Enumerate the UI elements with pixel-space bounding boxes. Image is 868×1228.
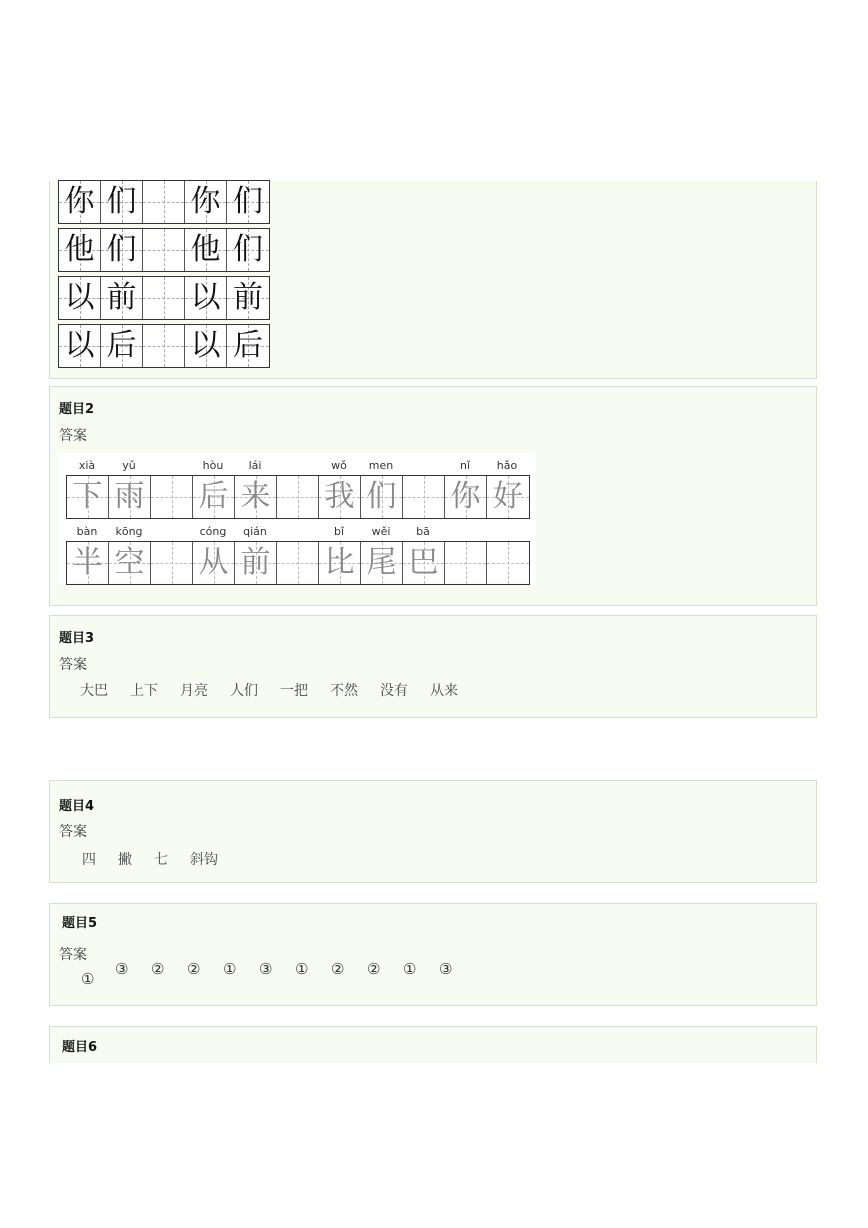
question-1-panel (49, 181, 817, 379)
grid-character: 后 (233, 328, 263, 363)
grid-character: 尾 (366, 545, 397, 580)
writing-grid-row (58, 180, 270, 224)
pinyin-label: lái (248, 459, 262, 472)
grid-cell (185, 325, 227, 367)
grid-character: 后 (106, 328, 137, 363)
question-4-title: 题目4 (59, 799, 95, 814)
pinyin-label: qián (243, 525, 267, 538)
question-6-panel (49, 1026, 817, 1063)
answer-word: 大巴 (80, 683, 108, 699)
grid-character: 我 (324, 479, 355, 514)
grid-character: 们 (366, 479, 397, 514)
answer-word: 月亮 (180, 683, 208, 699)
grid-cell (143, 181, 185, 223)
answer-word: 斜钩 (190, 852, 218, 868)
grid-cell (185, 181, 227, 223)
grid-character: 以 (64, 280, 95, 315)
grid-cell (319, 476, 361, 518)
answer-label: 答案 (59, 824, 87, 840)
pinyin-label: yǔ (122, 459, 136, 472)
grid-character: 他 (64, 232, 95, 267)
pinyin-label: bàn (76, 525, 98, 538)
pinyin-label: bā (416, 525, 430, 538)
circled-mark: ③ (259, 960, 273, 978)
question-2-panel (49, 386, 817, 606)
question-5-panel (49, 903, 817, 1006)
grid-character: 巴 (408, 545, 439, 580)
grid-character: 从 (198, 545, 229, 580)
grid-character: 们 (106, 232, 137, 267)
answer-word: 一把 (280, 683, 308, 699)
question-5-title: 题目5 (62, 916, 98, 931)
grid-cell (151, 542, 193, 584)
grid-cell (67, 542, 109, 584)
pinyin-label: nǐ (459, 459, 471, 472)
grid-character: 你 (64, 184, 95, 219)
answer-word: 上下 (130, 683, 158, 699)
grid-cell (185, 277, 227, 319)
pinyin-label: bǐ (333, 525, 345, 538)
grid-cell (319, 542, 361, 584)
pinyin-label: kōng (115, 525, 143, 538)
grid-cell (487, 476, 529, 518)
grid-cell (445, 542, 487, 584)
pinyin-label: cóng (199, 525, 227, 538)
grid-cell (143, 325, 185, 367)
grid-cell (59, 325, 101, 367)
grid-cell (193, 476, 235, 518)
grid-cell (143, 277, 185, 319)
grid-cell (109, 476, 151, 518)
answer-word: 没有 (380, 683, 408, 699)
grid-cell (235, 476, 277, 518)
grid-cell (227, 325, 269, 367)
circled-mark: ① (223, 960, 237, 978)
grid-cell (101, 181, 143, 223)
pinyin-label: xià (78, 459, 96, 472)
answer-word: 七 (154, 852, 168, 868)
answer-words (82, 849, 240, 869)
answer-label: 答案 (59, 947, 87, 963)
circled-mark: ③ (115, 960, 129, 978)
grid-cell (101, 229, 143, 271)
writing-grid-row (58, 324, 270, 368)
grid-cell (227, 229, 269, 271)
grid-character: 前 (240, 545, 271, 580)
question-3-title: 题目3 (59, 631, 95, 646)
question-3-panel (49, 615, 817, 718)
question-4-panel (49, 780, 817, 883)
grid-character: 前 (233, 280, 263, 315)
grid-character: 以 (190, 280, 221, 315)
pinyin-label: hǎo (496, 459, 518, 472)
grid-cell (361, 476, 403, 518)
circled-mark: ② (151, 960, 165, 978)
pinyin-grid-row-1 (66, 475, 530, 519)
circled-mark: ② (367, 960, 381, 978)
grid-cell (227, 181, 269, 223)
grid-character: 以 (190, 328, 221, 363)
circled-mark: ① (403, 960, 417, 978)
grid-character: 好 (493, 479, 523, 514)
answer-word: 从来 (430, 683, 458, 699)
grid-cell (101, 325, 143, 367)
pinyin-label: hòu (202, 459, 224, 472)
pinyin-label: wěi (371, 525, 391, 538)
writing-grid-row (58, 228, 270, 272)
grid-character: 们 (233, 232, 263, 267)
grid-cell (227, 277, 269, 319)
grid-character: 下 (72, 479, 103, 514)
answer-word: 不然 (330, 683, 358, 699)
grid-cell (109, 542, 151, 584)
grid-cell (277, 542, 319, 584)
grid-character: 后 (198, 479, 229, 514)
grid-cell (59, 277, 101, 319)
grid-character: 们 (233, 184, 263, 219)
grid-character: 们 (106, 184, 137, 219)
grid-cell (59, 229, 101, 271)
grid-cell (151, 476, 193, 518)
grid-cell (235, 542, 277, 584)
answer-word: 撇 (118, 852, 132, 868)
grid-cell (403, 542, 445, 584)
answer-word: 人们 (230, 683, 258, 699)
circled-mark: ③ (439, 960, 453, 978)
grid-cell (403, 476, 445, 518)
answer-words (80, 680, 480, 700)
grid-character: 他 (190, 232, 221, 267)
pinyin-grid (58, 453, 536, 583)
grid-character: 以 (64, 328, 95, 363)
grid-cell (185, 229, 227, 271)
grid-character: 半 (72, 545, 103, 580)
grid-cell (277, 476, 319, 518)
grid-character: 雨 (114, 479, 145, 514)
grid-cell (487, 542, 529, 584)
grid-character: 你 (450, 479, 481, 514)
pinyin-grid-row-2 (66, 541, 530, 585)
circled-mark: ② (187, 960, 201, 978)
grid-character: 前 (106, 280, 137, 315)
answer-word: 四 (82, 852, 96, 868)
grid-cell (361, 542, 403, 584)
grid-cell (59, 181, 101, 223)
grid-character: 空 (114, 545, 145, 580)
grid-cell (143, 229, 185, 271)
writing-grid-row (58, 276, 270, 320)
grid-character: 你 (190, 184, 221, 219)
grid-character: 来 (240, 479, 271, 514)
grid-cell (193, 542, 235, 584)
grid-cell (445, 476, 487, 518)
grid-cell (101, 277, 143, 319)
circled-mark: ② (331, 960, 345, 978)
answer-label: 答案 (59, 428, 87, 444)
circled-mark: ① (81, 970, 95, 988)
question-6-title: 题目6 (62, 1040, 98, 1055)
question-2-title: 题目2 (59, 402, 95, 417)
grid-character: 比 (324, 545, 355, 580)
pinyin-label: men (368, 459, 394, 472)
pinyin-label: wǒ (331, 459, 347, 472)
answer-label: 答案 (59, 657, 87, 673)
grid-cell (67, 476, 109, 518)
circled-mark: ① (295, 960, 309, 978)
